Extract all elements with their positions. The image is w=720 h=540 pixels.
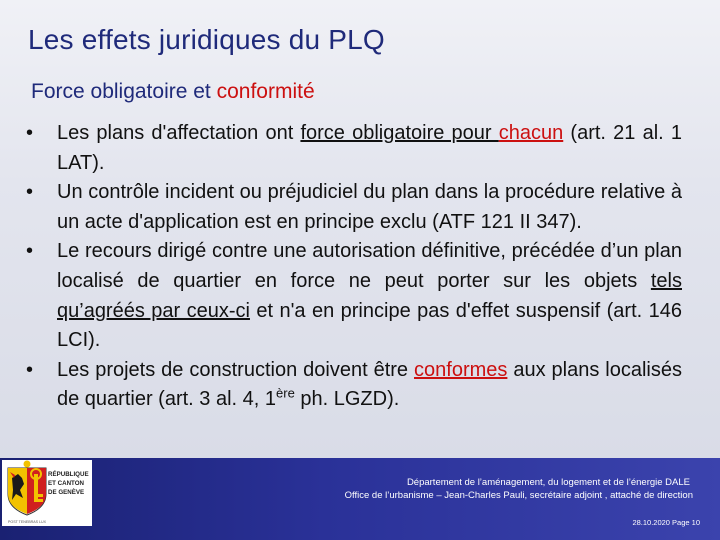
- bullet-text-segment: chacun: [498, 122, 564, 144]
- bullet-text-segment: Les plans d'affectation ont: [57, 122, 301, 144]
- list-item: [24, 237, 682, 355]
- footer-department: Département de l’aménagement, du logement et de l’énergie DALE: [406, 477, 690, 488]
- bullet-text-segment: Le recours dirigé contre une autorisation définitive, précédée d’un plan localisé de quartier en force ne peut porter sur les objets: [57, 240, 682, 292]
- footer-date-page: 28.10.2020 Page 10: [632, 518, 700, 527]
- geneva-logo: [2, 460, 92, 526]
- bullet-text-segment: Un contrôle incident ou préjudiciel du plan dans la procédure relative à un acte d'application est en principe exclu (ATF 121 II 347).: [57, 181, 682, 233]
- subtitle-highlight: conformité: [216, 80, 315, 103]
- bullet-text-segment: aux plans localisés de quartier (art. 3 al. 4, 1: [57, 358, 682, 411]
- footer-office: Office de l’urbanisme – Jean-Charles Pauli, secrétaire adjoint , attaché de direction: [344, 490, 693, 501]
- bullet-text-segment: (art. 21 al. 1 LAT).: [57, 122, 683, 174]
- list-item: [24, 178, 682, 237]
- bullet-marker: •: [26, 358, 34, 381]
- bullet-text-segment: force obligatoire pour: [300, 122, 499, 144]
- bullet-text-segment: ph. LGZD).: [294, 388, 400, 411]
- bullet-text-segment: Les projets de construction doivent être: [57, 358, 415, 381]
- bullet-text-segment: tels qu’agréés par ceux-ci: [57, 269, 682, 322]
- bullet-text-segment: ère: [276, 385, 295, 401]
- logo-line-3: DE GENÈVE: [48, 489, 85, 496]
- logo-line-2: ET CANTON: [48, 480, 84, 487]
- bullet-marker: •: [26, 122, 34, 144]
- logo-line-1: RÉPUBLIQUE: [48, 471, 89, 478]
- bullet-text-segment: conformes: [414, 358, 508, 381]
- slide-subtitle: [31, 80, 315, 104]
- bullet-marker: •: [26, 240, 34, 263]
- logo-motto: POST TENEBRAS LUX: [8, 520, 47, 524]
- bullet-text-segment: et n'a en principe pas d'effet suspensif (art. 146 LCI).: [57, 299, 682, 352]
- bullet-list: [24, 119, 682, 415]
- list-item: [24, 119, 682, 178]
- geneva-coat-of-arms-icon: [2, 460, 92, 526]
- bullet-marker: •: [26, 181, 34, 204]
- slide-title: Les effets juridiques du PLQ: [28, 24, 385, 55]
- subtitle-text: Force obligatoire et: [31, 80, 217, 103]
- list-item: [24, 356, 682, 415]
